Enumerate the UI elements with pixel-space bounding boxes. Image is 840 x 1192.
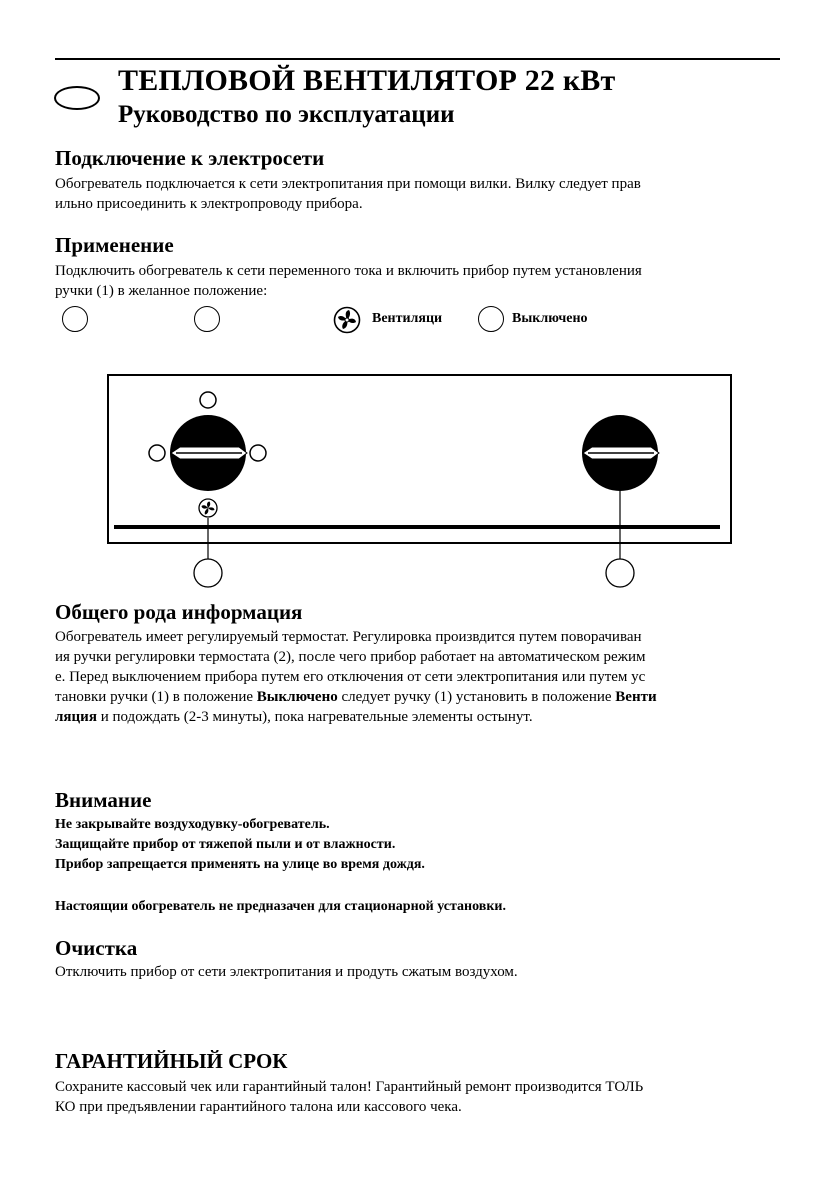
connection-heading: Подключение к электросети [55, 146, 325, 170]
general-bold-vent-end: ляция [55, 709, 97, 725]
legend-off-label: Выключено [512, 311, 588, 326]
warning-note: Настоящии обогреватель не предназачен для стационарной установки. [55, 899, 506, 914]
general-line: ия ручки регулировки термостата (2), после чего прибор работает на автоматическом режим [55, 649, 646, 665]
general-text: и подождать (2-3 минуты), пока нагревательные элементы остынут. [96, 709, 533, 725]
usage-heading: Применение [55, 233, 174, 257]
general-line [55, 707, 790, 727]
position-symbol-circle [62, 306, 88, 332]
general-paragraph [55, 627, 790, 727]
warranty-paragraph [55, 1077, 790, 1117]
usage-line: Подключить обогреватель к сети переменного тока и включить прибор путем установления [55, 263, 642, 279]
warning-line: Прибор запрещается применять на улице во время дождя. [55, 857, 425, 872]
callout-circle-2 [606, 559, 634, 587]
general-heading: Общего рода информация [55, 600, 303, 624]
knob1-position-left [149, 445, 165, 461]
connection-paragraph [55, 174, 783, 214]
usage-line: ручки (1) в желанное положение: [55, 283, 268, 299]
knob1-position-top [200, 392, 216, 408]
warning-heading: Внимание [55, 788, 152, 812]
warranty-line: Сохраните кассовый чек или гарантийный талон! Гарантийный ремонт производится ТОЛЬ [55, 1079, 644, 1095]
warranty-heading: ГАРАНТИЙНЫЙ СРОК [55, 1049, 288, 1073]
position-symbol-circle [194, 306, 220, 332]
fan-icon [333, 306, 361, 334]
usage-paragraph [55, 261, 783, 301]
warning-list [55, 815, 425, 875]
cleaning-text: Отключить прибор от сети электропитания и продуть сжатым воздухом. [55, 964, 518, 980]
legend-fan-label: Вентиляци [372, 311, 443, 326]
general-text: тановки ручки (1) в положение [55, 689, 257, 705]
page-title: ТЕПЛОВОЙ ВЕНТИЛЯТОР 22 кВт [118, 64, 616, 97]
cleaning-heading: Очистка [55, 936, 138, 960]
page-subtitle: Руководство по эксплуатации [118, 101, 455, 128]
general-bold-vent: Венти [615, 689, 657, 705]
connection-line: ильно присоединить к электропроводу прибора. [55, 196, 363, 212]
callout-circle-1 [194, 559, 222, 587]
knob1-position-right [250, 445, 266, 461]
general-line [55, 687, 790, 707]
warranty-line: КО при предъявлении гарантийного талона или кассового чека. [55, 1099, 462, 1115]
logo-oval [54, 86, 100, 110]
warning-line: Не закрывайте воздуходувку-обогреватель. [55, 817, 330, 832]
general-line: Обогреватель имеет регулируемый термостат. Регулировка произвдится путем поворачиван [55, 629, 642, 645]
off-symbol-circle [478, 306, 504, 332]
general-line: е. Перед выключением прибора путем его отключения от сети электропитания или путем ус [55, 669, 646, 685]
general-text: следует ручку (1) установить в положение [337, 689, 616, 705]
warning-line: Защищайте прибор от тяжепой пыли и от влажности. [55, 837, 396, 852]
connection-line: Обогреватель подключается к сети электропитания при помощи вилки. Вилку следует прав [55, 176, 641, 192]
knob1-fan-icon [199, 499, 217, 517]
general-bold-off: Выключено [256, 689, 338, 705]
header-rule [55, 58, 780, 60]
control-panel-diagram [100, 370, 740, 590]
